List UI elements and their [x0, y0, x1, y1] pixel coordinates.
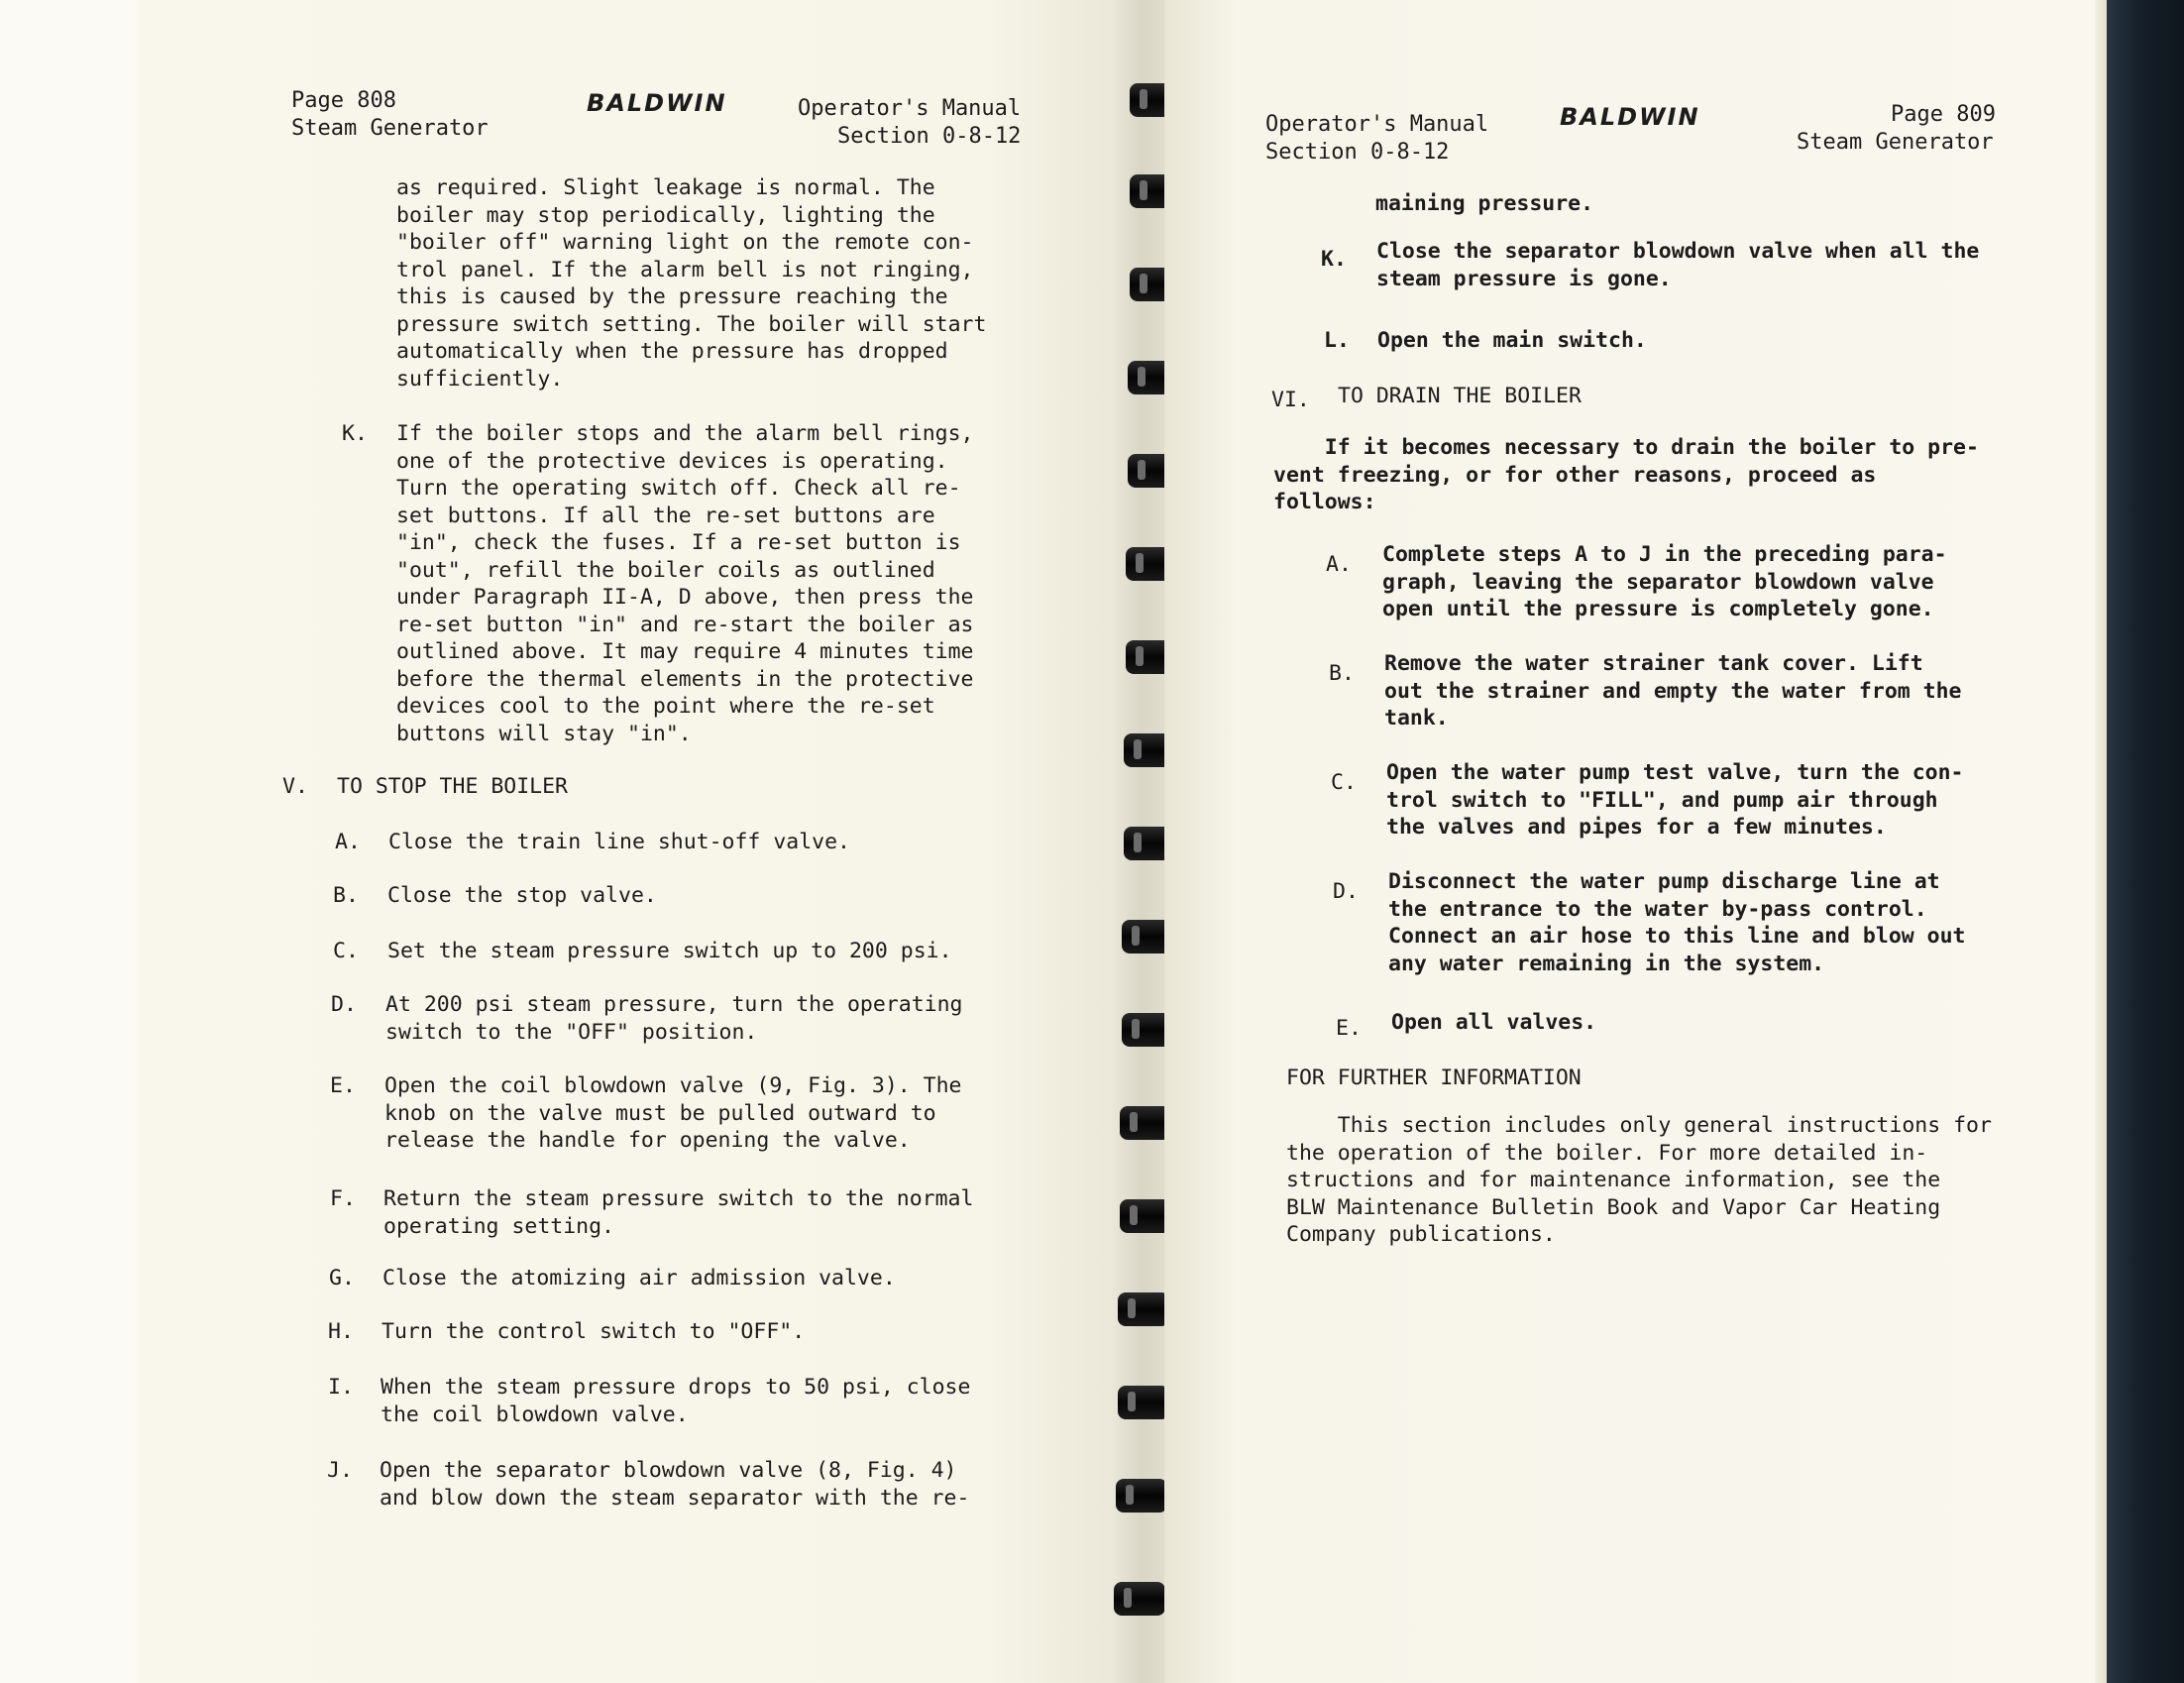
step-h-text: Turn the control switch to "OFF".	[382, 1319, 806, 1344]
section-v-label: V.	[282, 774, 308, 799]
section-v-title: TO STOP THE BOILER	[337, 774, 568, 799]
step-e-label: E.	[330, 1073, 356, 1098]
step-d-label: D.	[331, 992, 357, 1017]
left-brand-logo: BALDWIN	[587, 89, 727, 117]
step-f-text: Return the steam pressure switch to the normal operating setting.	[383, 1186, 974, 1239]
binding-ring	[1116, 1479, 1167, 1513]
further-info-title: FOR FURTHER INFORMATION	[1286, 1066, 1582, 1090]
step-c-text: Set the steam pressure switch up to 200 psi.	[387, 939, 952, 963]
section-vi-title: TO DRAIN THE BOILER	[1338, 384, 1582, 408]
section-vi-label: VI.	[1271, 388, 1310, 412]
drain-step-d-label: D.	[1333, 879, 1359, 904]
step-g-text: Close the atomizing air admission valve.	[382, 1266, 896, 1290]
left-page-number: Page 808	[291, 88, 396, 113]
further-info-text: This section includes only general instructions for the operation of the boiler. For more detailed in- structions and for maintenance information, see the BLW Maintenance Bulletin Book and Vapor Car Heating Company publications.	[1286, 1113, 1992, 1247]
binding-ring	[1118, 1386, 1169, 1419]
right-manual-title: Operator's Manual	[1265, 112, 1489, 137]
step-j-label: J.	[327, 1458, 353, 1483]
right-page-number: Page 809	[1891, 102, 1996, 127]
left-margin	[0, 0, 140, 1683]
step-e-text: Open the coil blowdown valve (9, Fig. 3). The knob on the valve must be pulled outward to release the handle for opening the valve.	[384, 1073, 962, 1153]
drain-step-e-label: E.	[1336, 1016, 1362, 1041]
step-f-label: F.	[330, 1186, 356, 1211]
step-j-text: Open the separator blowdown valve (8, Fig. 4) and blow down the steam separator with the re-	[380, 1458, 970, 1511]
step-i-label: I.	[328, 1375, 354, 1400]
step-g-label: G.	[329, 1266, 355, 1290]
drain-step-c-text: Open the water pump test valve, turn the con- trol switch to "FILL", and pump air through the valves and pipes for a few minutes.	[1386, 760, 1964, 840]
binding-ring	[1114, 1582, 1165, 1616]
step-c-label: C.	[333, 939, 359, 963]
drain-step-a-label: A.	[1326, 552, 1352, 577]
book-cover-edge	[2107, 0, 2184, 1683]
step-l-label: L.	[1324, 328, 1350, 353]
drain-step-e-text: Open all valves.	[1391, 1010, 1597, 1035]
drain-intro: If it becomes necessary to drain the boiler to pre- vent freezing, or for other reasons, proceed as follows:	[1273, 435, 1979, 514]
item-k-text: If the boiler stops and the alarm bell rings, one of the protective devices is operating. Turn the operating switch off. Check all re- set buttons. If all the re-set buttons are "in", check the fuses. If a re-set button is "out", refill the boiler coils as outlined under Paragraph II-A, D above, then press the re-set button "in" and re-start the boiler as outlined above. It may require 4 minutes time before the thermal elements in the protective devices cool to the point where the re-set buttons will stay "in".	[396, 421, 974, 746]
right-section-title: Steam Generator	[1797, 130, 1994, 155]
drain-step-b-text: Remove the water strainer tank cover. Lift out the strainer and empty the water from the tank.	[1384, 651, 1962, 730]
drain-step-b-label: B.	[1329, 661, 1355, 686]
step-i-text: When the steam pressure drops to 50 psi, close the coil blowdown valve.	[381, 1375, 971, 1427]
step-d-text: At 200 psi steam pressure, turn the operating switch to the "OFF" position.	[385, 992, 963, 1045]
left-manual-title: Operator's Manual	[798, 96, 1022, 121]
step-l-text: Open the main switch.	[1377, 328, 1647, 353]
step-k-text: Close the separator blowdown valve when all the steam pressure is gone.	[1376, 239, 1980, 291]
right-page-edge	[2095, 0, 2107, 1683]
drain-step-a-text: Complete steps A to J in the preceding para- graph, leaving the separator blowdown valve open until the pressure is completely gone.	[1382, 542, 1947, 621]
continued-text: maining pressure.	[1375, 191, 1594, 216]
right-brand-logo: BALDWIN	[1560, 103, 1700, 131]
drain-step-d-text: Disconnect the water pump discharge line at the entrance to the water by-pass control. Connect an air hose to this line and blow out any water remaining in the system.	[1388, 869, 1966, 976]
step-a-label: A.	[335, 830, 361, 854]
step-h-label: H.	[328, 1319, 354, 1344]
step-b-text: Close the stop valve.	[387, 883, 657, 908]
binding-ring	[1118, 1292, 1169, 1326]
left-section-number: Section 0-8-12	[837, 124, 1022, 149]
left-section-title: Steam Generator	[291, 116, 489, 141]
step-a-text: Close the train line shut-off valve.	[388, 830, 850, 854]
item-k-label: K.	[342, 421, 368, 446]
right-section-number: Section 0-8-12	[1265, 140, 1450, 165]
step-k-label: K.	[1321, 247, 1347, 272]
step-b-label: B.	[333, 883, 359, 908]
drain-step-c-label: C.	[1331, 770, 1357, 795]
continued-paragraph: as required. Slight leakage is normal. The boiler may stop periodically, lighting the "boiler off" warning light on the remote con- trol panel. If the alarm bell is not ringing, this is caused by the pressure reaching the pressure switch setting. The boiler will start automatically when the pressure has dropped sufficiently.	[396, 175, 987, 392]
